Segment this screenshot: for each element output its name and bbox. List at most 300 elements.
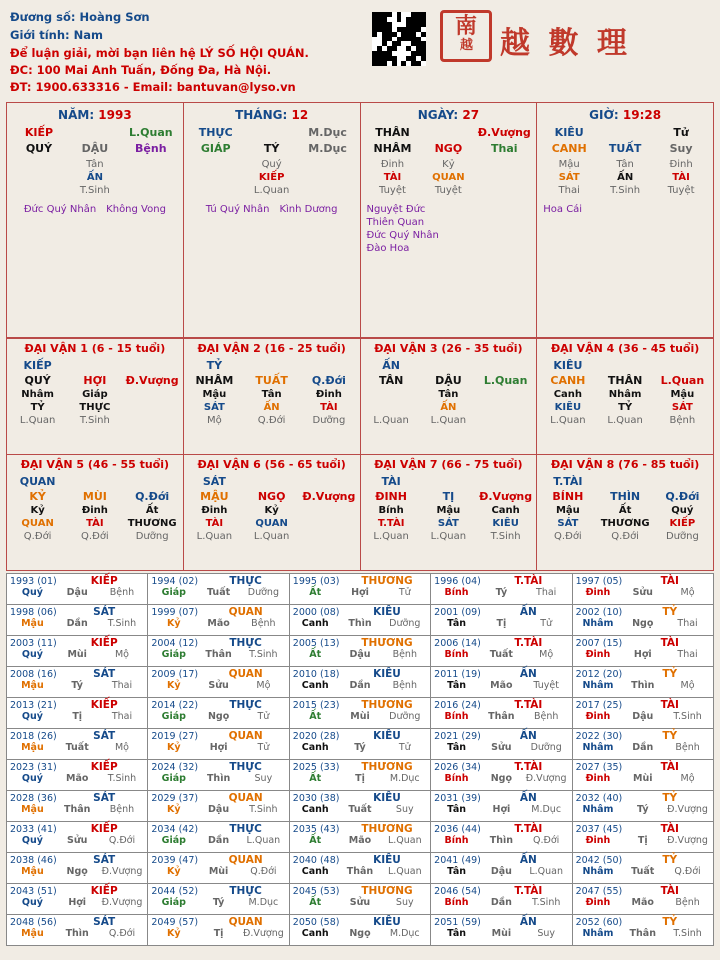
year-branch: Ngọ: [66, 866, 88, 877]
yearly-luck-table: [6, 573, 714, 946]
year-cell[interactable]: [290, 574, 431, 605]
year-ten-god: KIẾP: [90, 699, 118, 711]
pillar-notes: [184, 197, 360, 216]
dv-l5-0: L.Quan: [550, 415, 586, 426]
dv-hidden-gods: [184, 401, 360, 414]
dv-stem-branch: [184, 489, 360, 504]
year-label: 2013 (21): [10, 700, 57, 711]
year-branch: Mùi: [67, 649, 87, 660]
year-cell[interactable]: [573, 853, 714, 884]
year-stem: Giáp: [161, 587, 186, 598]
year-cell[interactable]: [573, 822, 714, 853]
year-stem: Bính: [444, 649, 469, 660]
year-cell[interactable]: [290, 791, 431, 822]
dv-l3-1: Kỷ: [264, 505, 279, 516]
dv-l5-2: Dưỡng: [135, 531, 169, 542]
year-label: 1995 (03): [292, 576, 340, 587]
pillar-stem-branch-row: [184, 139, 360, 155]
year-cell[interactable]: [7, 791, 148, 822]
year-label: 2046 (54): [434, 886, 481, 897]
dai-van-7: [537, 455, 714, 571]
year-stage: Tử: [540, 618, 553, 629]
year-branch: Hợi: [633, 649, 652, 660]
hidden-2-1: T.Sinh: [79, 185, 110, 196]
year-ten-god: SÁT: [93, 606, 116, 618]
year-cell[interactable]: [573, 915, 714, 946]
dv-l5-0: Q.Đới: [554, 531, 582, 542]
year-label: 2022 (30): [575, 731, 623, 742]
dv-l3-0: Mậu: [555, 505, 580, 516]
year-stem: Ất: [309, 897, 322, 908]
year-ten-god: T.TÀI: [514, 575, 543, 587]
stem-branch-0: GIÁP: [200, 142, 231, 155]
year-branch: Dậu: [632, 711, 654, 722]
subject-name-value: Hoàng Sơn: [79, 10, 150, 24]
year-cell[interactable]: [431, 853, 572, 884]
year-label: 2044 (52): [151, 886, 199, 897]
dv-l3-1: Đinh: [81, 505, 108, 516]
year-cell[interactable]: [7, 605, 148, 636]
year-branch: Thìn: [65, 928, 89, 939]
dai-van-4: [7, 455, 184, 571]
dv-l3-1: Ất: [618, 505, 632, 516]
year-cell[interactable]: [573, 574, 714, 605]
dv-stage: [537, 530, 713, 543]
hidden-1-1: ẤN: [617, 172, 634, 183]
seal-char-bottom: 越: [459, 38, 472, 53]
year-branch: Dậu: [66, 587, 88, 598]
hidden-2-0: Thai: [558, 185, 580, 196]
dv-hidden-gods: [361, 401, 537, 414]
year-stem: Nhâm: [582, 866, 614, 877]
dv-l4-0: TÀI: [205, 518, 224, 529]
year-cell[interactable]: [7, 667, 148, 698]
year-ten-god: THỰC: [229, 699, 262, 711]
dv-stage: [537, 414, 713, 427]
dv-l4-0: T.TÀI: [377, 518, 405, 529]
year-stage: Bệnh: [533, 711, 559, 722]
year-stage: Tử: [398, 742, 411, 753]
dv-stem-branch: [7, 489, 183, 504]
year-stem: Mậu: [21, 742, 44, 753]
year-ten-god: KIÊU: [373, 606, 401, 618]
year-branch: Tuất: [348, 804, 372, 815]
ten-god-2: Tử: [673, 126, 689, 139]
year-stem: Giáp: [161, 835, 186, 846]
year-cell[interactable]: [431, 884, 572, 915]
pillar-hidden-stems: [7, 155, 183, 197]
hidden-0-1: Tân: [86, 159, 104, 170]
year-cell[interactable]: [7, 574, 148, 605]
year-stage: Mộ: [256, 680, 271, 691]
year-stage: Mộ: [114, 742, 129, 753]
year-stem: Kỷ: [167, 742, 181, 753]
ten-god-0: THÂN: [375, 126, 410, 139]
year-cell[interactable]: [7, 822, 148, 853]
year-branch: Hợi: [209, 742, 228, 753]
year-cell[interactable]: [573, 667, 714, 698]
dv-l5-0: Mộ: [207, 415, 222, 426]
dv-l3-2: Canh: [491, 505, 520, 516]
dv-stage: [361, 530, 537, 543]
dv-l2-1: HỢI: [83, 374, 107, 387]
year-stage: Mộ: [539, 649, 554, 660]
year-stem: Kỷ: [167, 804, 181, 815]
dv-l2-2: Đ.Vượng: [302, 490, 356, 503]
year-ten-god: T.TÀI: [514, 637, 543, 649]
year-label: 2035 (43): [292, 824, 340, 835]
dai-van-0: [7, 339, 184, 455]
year-label: 2032 (40): [575, 793, 623, 804]
year-cell[interactable]: [290, 729, 431, 760]
year-stage: Q.Đới: [533, 835, 560, 846]
note-1: Kình Dương: [279, 204, 338, 215]
year-stem: Tân: [447, 804, 467, 815]
year-stage: Suy: [395, 897, 414, 908]
year-ten-god: TỶ: [662, 854, 678, 866]
dv-l2-2: Q.Đới: [135, 490, 170, 503]
dv-l2-2: Đ.Vượng: [125, 374, 179, 387]
year-cell[interactable]: [431, 915, 572, 946]
dv-l3-0: Nhâm: [21, 389, 54, 400]
hidden-2-1: Tuyệt: [434, 185, 462, 196]
dv-l5-1: L.Quan: [607, 415, 643, 426]
year-branch: Thìn: [348, 618, 372, 629]
hidden-1-1: ẤN: [86, 172, 103, 183]
dv-hidden-stems: [361, 504, 537, 517]
year-stem: Quý: [21, 897, 43, 908]
dv-hidden-stems: [537, 504, 713, 517]
year-branch: Dậu: [490, 866, 512, 877]
year-branch: Mão: [65, 773, 89, 784]
year-stage: M.Dục: [531, 804, 562, 815]
year-branch: Hợi: [492, 804, 511, 815]
gender-label: Giới tính:: [10, 28, 70, 42]
dai-van-title: ĐẠI VẬN 8 (76 - 85 tuổi): [550, 458, 700, 471]
dv-l1-0: SÁT: [202, 475, 226, 488]
year-ten-god: THỰC: [229, 575, 262, 587]
dv-l4-0: SÁT: [203, 402, 225, 413]
year-ten-god: KIẾP: [90, 761, 118, 773]
year-cell[interactable]: [148, 729, 289, 760]
year-stage: Đ.Vượng: [667, 804, 708, 815]
year-label: 2036 (44): [434, 824, 481, 835]
dv-l4-2: KIẾP: [669, 518, 696, 529]
dv-l3-1: Tân: [261, 389, 282, 400]
year-cell[interactable]: [290, 636, 431, 667]
year-stage: Q.Đới: [108, 928, 136, 939]
year-stem: Bính: [444, 897, 469, 908]
brand-seal-icon: [440, 10, 492, 62]
year-cell[interactable]: [7, 884, 148, 915]
year-ten-god: THỰC: [229, 823, 262, 835]
dv-l2-2: L.Quan: [483, 374, 528, 387]
year-cell[interactable]: [431, 667, 572, 698]
year-cell[interactable]: [148, 760, 289, 791]
pillar-notes: [537, 197, 713, 216]
year-stem: Mậu: [21, 866, 44, 877]
year-stage: Bệnh: [392, 649, 417, 660]
year-ten-god: QUAN: [228, 792, 263, 804]
year-cell[interactable]: [290, 667, 431, 698]
year-stem: Nhâm: [582, 928, 614, 939]
pillar-title: NĂM: 1993: [58, 108, 132, 122]
year-cell[interactable]: [7, 729, 148, 760]
year-cell[interactable]: [148, 791, 289, 822]
year-branch: Tý: [636, 804, 649, 815]
year-cell[interactable]: [148, 884, 289, 915]
dv-l5-2: T.Sinh: [490, 531, 521, 542]
year-cell[interactable]: [290, 698, 431, 729]
year-branch: Tý: [354, 742, 366, 753]
year-branch: Tị: [213, 928, 224, 939]
dv-l5-2: Bệnh: [669, 415, 696, 426]
year-label: 1997 (05): [575, 576, 623, 587]
year-cell[interactable]: [290, 884, 431, 915]
year-label: 2027 (35): [575, 762, 623, 773]
year-label: 2051 (59): [434, 917, 481, 928]
year-cell[interactable]: [573, 760, 714, 791]
dv-l2-1: THÌN: [610, 490, 641, 503]
dv-ten-god: [7, 474, 183, 489]
year-cell[interactable]: [573, 605, 714, 636]
dv-l2-0: NHÂM: [195, 374, 234, 387]
dv-hidden-stems: [361, 388, 537, 401]
year-ten-god: ẤN: [519, 730, 537, 742]
dv-l1-0: TỶ: [206, 359, 223, 372]
pillar-title: THÁNG: 12: [235, 108, 309, 122]
dv-stage: [184, 414, 360, 427]
year-stage: T.Sinh: [107, 618, 137, 629]
dv-l2-0: BÍNH: [552, 490, 584, 503]
year-branch: Dần: [66, 618, 88, 629]
hidden-1-0: SÁT: [558, 172, 580, 183]
year-cell[interactable]: [573, 636, 714, 667]
year-branch: Tuất: [631, 866, 655, 877]
dv-ten-god: [361, 358, 537, 373]
year-stem: Kỷ: [167, 928, 181, 939]
dai-van-title: ĐẠI VẬN 7 (66 - 75 tuổi): [374, 458, 523, 471]
dv-l5-2: Dưỡng: [665, 531, 699, 542]
dv-l1-0: T.TÀI: [553, 475, 583, 488]
year-ten-god: QUAN: [228, 916, 263, 928]
year-stage: Đ.Vượng: [667, 835, 708, 846]
year-label: 2028 (36): [10, 793, 57, 804]
year-ten-god: TỶ: [662, 916, 678, 928]
dv-l4-2: SÁT: [671, 402, 693, 413]
year-stage: Dưỡng: [530, 742, 562, 753]
year-cell[interactable]: [148, 915, 289, 946]
year-cell[interactable]: [431, 729, 572, 760]
year-branch: Hợi: [351, 587, 369, 598]
year-ten-god: TÀI: [660, 761, 679, 773]
year-cell[interactable]: [290, 853, 431, 884]
year-cell[interactable]: [431, 636, 572, 667]
pillar-2: [361, 103, 538, 337]
year-stem: Đinh: [585, 773, 611, 784]
dv-stage: [361, 414, 537, 427]
year-cell[interactable]: [573, 791, 714, 822]
seal-char-top: 南: [454, 13, 477, 39]
year-cell[interactable]: [431, 791, 572, 822]
year-cell[interactable]: [573, 698, 714, 729]
year-cell[interactable]: [7, 853, 148, 884]
year-ten-god: QUAN: [228, 606, 263, 618]
year-stem: Giáp: [161, 649, 186, 660]
year-cell[interactable]: [290, 822, 431, 853]
year-cell[interactable]: [573, 884, 714, 915]
year-stem: Giáp: [161, 773, 186, 784]
year-stem: Đinh: [585, 587, 611, 598]
year-cell[interactable]: [148, 574, 289, 605]
dv-l5-1: T.Sinh: [79, 415, 110, 426]
year-stem: Ất: [309, 773, 322, 784]
year-ten-god: TỶ: [662, 668, 678, 680]
year-cell[interactable]: [290, 915, 431, 946]
year-label: 2040 (48): [292, 855, 340, 866]
dai-van-title: ĐẠI VẬN 3 (26 - 35 tuổi): [374, 342, 523, 355]
year-cell[interactable]: [573, 729, 714, 760]
year-cell[interactable]: [148, 853, 289, 884]
dv-l3-2: Ất: [145, 505, 159, 516]
year-stem: Mậu: [21, 618, 44, 629]
dv-l4-1: TỶ: [618, 402, 633, 413]
year-branch: Tị: [72, 711, 83, 722]
year-label: 1999 (07): [151, 607, 199, 618]
year-label: 2012 (20): [575, 669, 623, 680]
year-ten-god: KIÊU: [373, 854, 401, 866]
dv-stage: [184, 530, 360, 543]
year-cell[interactable]: [431, 822, 572, 853]
dv-stem-branch: [361, 373, 537, 388]
dv-l3-1: Nhâm: [608, 389, 642, 400]
dv-l5-1: Q.Đới: [257, 415, 286, 426]
dv-l5-2: Dưỡng: [312, 415, 346, 426]
year-cell[interactable]: [148, 822, 289, 853]
dv-l2-0: TÂN: [378, 374, 404, 387]
year-cell[interactable]: [290, 760, 431, 791]
dv-hidden-stems: [184, 504, 360, 517]
year-branch: Ngọ: [207, 711, 230, 722]
dv-hidden-gods: [7, 401, 183, 414]
year-stem: Bính: [444, 773, 469, 784]
year-ten-god: KIẾP: [90, 885, 118, 897]
dv-hidden-gods: [537, 517, 713, 530]
year-ten-god: ẤN: [519, 792, 537, 804]
year-stage: T.Sinh: [249, 804, 278, 815]
year-stem: Tân: [447, 742, 467, 753]
dv-stem-branch: [537, 373, 713, 388]
year-branch: Mão: [207, 618, 230, 629]
year-branch: Tý: [71, 680, 83, 691]
year-label: 1996 (04): [434, 576, 481, 587]
dv-ten-god: [184, 358, 360, 373]
year-stem: Quý: [21, 835, 43, 846]
year-label: 2047 (55): [575, 886, 623, 897]
year-cell[interactable]: [148, 698, 289, 729]
year-label: 2020 (28): [292, 731, 340, 742]
pillar-ten-god-row: [184, 126, 360, 139]
year-stem: Canh: [301, 680, 329, 691]
pillar-hidden-stems: [537, 155, 713, 197]
year-ten-god: SÁT: [93, 792, 116, 804]
year-branch: Tý: [495, 587, 508, 598]
hidden-1-2: TÀI: [672, 172, 690, 183]
year-branch: Thân: [629, 928, 656, 939]
ten-god-0: KIẾP: [24, 126, 54, 139]
year-cell[interactable]: [7, 698, 148, 729]
qr-code-icon[interactable]: [372, 12, 426, 66]
year-branch: Mùi: [633, 773, 653, 784]
year-cell[interactable]: [148, 605, 289, 636]
pillar-hidden-stems: [361, 155, 537, 197]
pillar-ten-god-row: [537, 126, 713, 139]
year-label: 2007 (15): [575, 638, 623, 649]
year-stem: Tân: [447, 928, 467, 939]
dv-l4-2: THƯƠNG: [127, 518, 177, 529]
year-label: 2009 (17): [151, 669, 199, 680]
dv-l1-0: KIẾP: [23, 359, 52, 372]
note-0: Hoa Cái: [543, 204, 583, 215]
year-stem: Ất: [309, 587, 322, 598]
hidden-0-1: Tân: [616, 159, 634, 170]
dv-hidden-gods: [537, 401, 713, 414]
dv-l3-1: Tân: [438, 389, 459, 400]
dv-l1-0: ẤN: [382, 359, 400, 372]
dv-l2-2: Đ.Vượng: [479, 490, 533, 503]
year-ten-god: KIÊU: [373, 792, 401, 804]
pillar-title: NGÀY: 27: [417, 108, 480, 122]
dai-van-title: ĐẠI VẬN 5 (46 - 55 tuổi): [20, 458, 170, 471]
year-cell[interactable]: [7, 636, 148, 667]
year-stem: Quý: [21, 587, 43, 598]
dv-l3-0: Bính: [378, 505, 404, 516]
year-stage: Suy: [537, 928, 555, 939]
year-label: 2048 (56): [10, 917, 57, 928]
dv-hidden-gods: [184, 517, 360, 530]
note-2: Đức Quý Nhân: [366, 230, 439, 241]
year-cell[interactable]: [290, 605, 431, 636]
year-cell[interactable]: [148, 667, 289, 698]
pillar-notes: [361, 197, 537, 255]
year-cell[interactable]: [431, 574, 572, 605]
year-cell[interactable]: [431, 698, 572, 729]
year-label: 1994 (02): [151, 576, 199, 587]
dv-l2-1: DẬU: [435, 374, 462, 387]
year-cell[interactable]: [7, 760, 148, 791]
year-branch: Dậu: [349, 649, 371, 660]
year-ten-god: THỰC: [229, 885, 262, 897]
year-cell[interactable]: [7, 915, 148, 946]
dv-l2-2: L.Quan: [660, 374, 705, 387]
year-cell[interactable]: [148, 636, 289, 667]
dai-van-title: ĐẠI VẬN 2 (16 - 25 tuổi): [197, 342, 346, 355]
year-stage: Q.Đới: [250, 866, 277, 877]
year-label: 2016 (24): [434, 700, 481, 711]
four-pillars-table: [6, 102, 714, 338]
dv-l2-1: TỊ: [442, 490, 455, 503]
year-stage: T.Sinh: [107, 773, 137, 784]
year-stage: Thai: [677, 618, 698, 629]
year-ten-god: THƯƠNG: [361, 637, 413, 649]
year-label: 2000 (08): [292, 607, 340, 618]
hidden-1-1: QUAN: [432, 172, 465, 183]
year-cell[interactable]: [431, 760, 572, 791]
year-cell[interactable]: [431, 605, 572, 636]
year-ten-god: KIẾP: [90, 575, 118, 587]
year-ten-god: TÀI: [660, 885, 679, 897]
year-stage: L.Quan: [246, 835, 281, 846]
